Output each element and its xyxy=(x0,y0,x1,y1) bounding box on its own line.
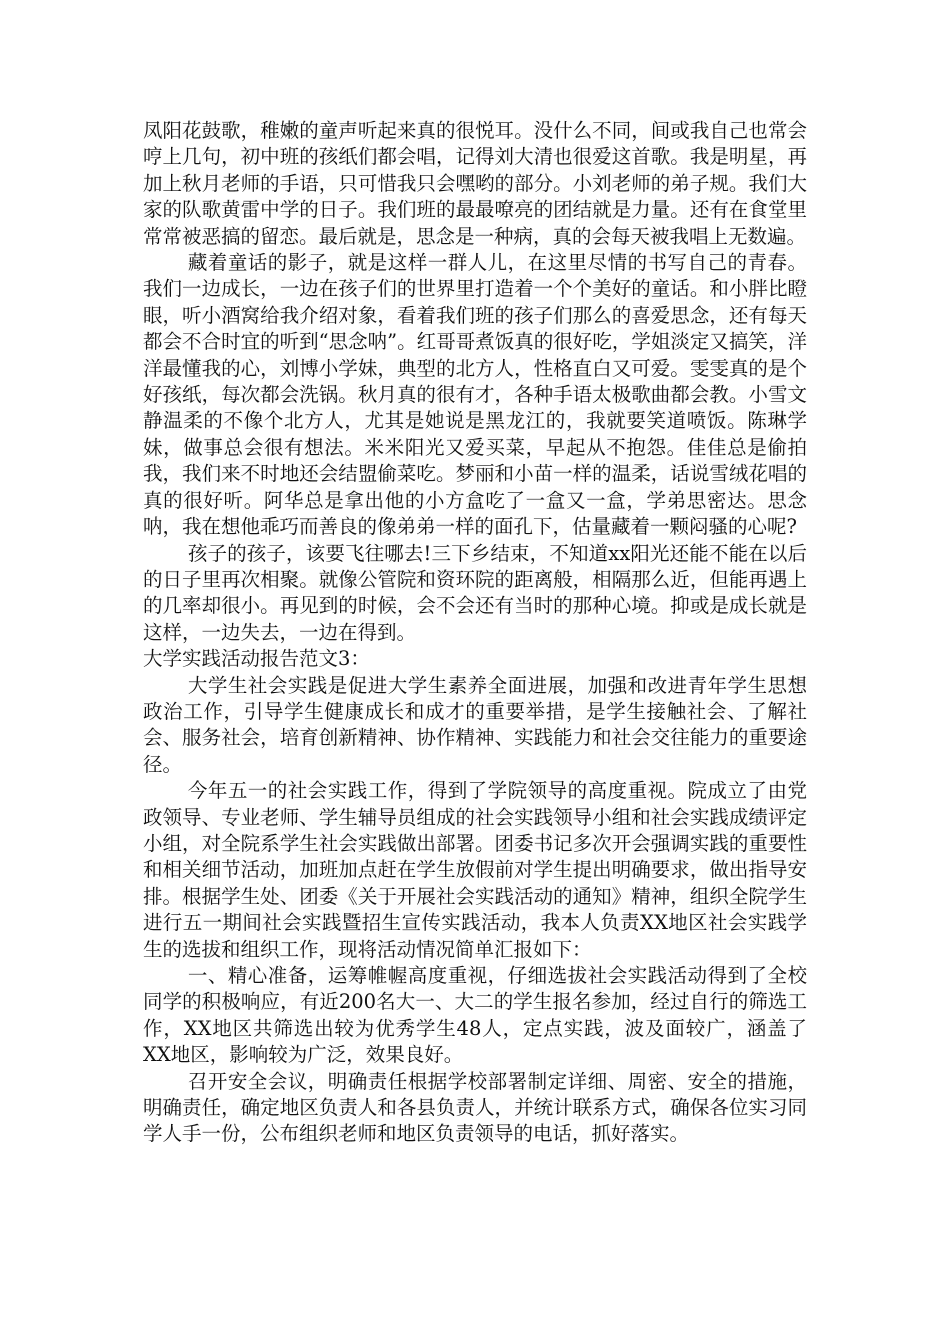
paragraph: 召开安全会议，明确责任根据学校部署制定详细、周密、安全的措施，明确责任，确定地区负责人和各县负责人，并统计联系方式，确保各位实习同学人手一份，公布组织老师和地区负责领导的电话，抓好落实。 xyxy=(143,1069,807,1146)
paragraph: 大学生社会实践是促进大学生素养全面进展，加强和改进青年学生思想政治工作，引导学生健康成长和成才的重要举措，是学生接触社会、了解社会、服务社会，培育创新精神、协作精神、实践能力和社会交往能力的重要途径。 xyxy=(143,673,807,776)
paragraph: 藏着童话的影子，就是这样一群人儿，在这里尽情的书写自己的青春。我们一边成长，一边在孩子们的世界里打造着一个个美好的童话。和小胖比瞪眼，听小酒窝给我介绍对象，看着我们班的孩子们那么的喜爱思念，还有每天都会不合时宜的听到“思念呐”。红哥哥煮饭真的很好吃，学姐淡定又搞笑，洋洋最懂我的心，刘博小学妹，典型的北方人，性格直白又可爱。雯雯真的是个好孩纸，每次都会洗锅。秋月真的很有才，各种手语太极歌曲都会教。小雪文静温柔的不像个北方人，尤其是她说是黑龙江的，我就要笑道喷饭。陈琳学妹，做事总会很有想法。米米阳光又爱买菜，早起从不抱怨。佳佳总是偷拍我，我们来不时地还会结盟偷菜吃。梦丽和小苗一样的温柔，话说雪绒花唱的真的很好听。阿华总是拿出他的小方盒吃了一盒又一盒，学弟思密达。思念呐，我在想他乖巧而善良的像弟弟一样的面孔下，估量藏着一颗闷骚的心呢? xyxy=(143,251,807,539)
document-body xyxy=(143,118,807,1148)
paragraph: 一、精心准备，运筹帷幄高度重视，仔细选拔社会实践活动得到了全校同学的积极响应，有近200名大一、大二的学生报名参加，经过自行的筛选工作，XX地区共筛选出较为优秀学生48人，定点实践，波及面较广，涵盖了XX地区，影响较为广泛，效果良好。 xyxy=(143,964,807,1067)
paragraph: 孩子的孩子，该要飞往哪去!三下乡结束，不知道xx阳光还能不能在以后的日子里再次相聚。就像公管院和资环院的距离般，相隔那么近，但能再遇上的几率却很小。再见到的时候，会不会还有当时的那种心境。抑或是成长就是这样，一边失去，一边在得到。 xyxy=(143,541,807,644)
paragraph: 今年五一的社会实践工作，得到了学院领导的高度重视。院成立了由党政领导、专业老师、学生辅导员组成的社会实践领导小组和社会实践成绩评定小组，对全院系学生社会实践做出部署。团委书记多次开会强调实践的重要性和相关细节活动，加班加点赶在学生放假前对学生提出明确要求，做出指导安排。根据学生处、团委《关于开展社会实践活动的通知》精神，组织全院学生进行五一期间社会实践暨招生宣传实践活动，我本人负责XX地区社会实践学生的选拔和组织工作，现将活动情况简单汇报如下： xyxy=(143,779,807,961)
section-heading: 大学实践活动报告范文3： xyxy=(143,647,370,671)
paragraph: 凤阳花鼓歌，稚嫩的童声听起来真的很悦耳。没什么不同，间或我自己也常会哼上几句，初中班的孩纸们都会唱，记得刘大清也很爱这首歌。我是明星，再加上秋月老师的手语，只可惜我只会嘿哟的部分。小刘老师的弟子规。我们大家的队歌黄雷中学的日子。我们班的最最嘹亮的团结就是力量。还有在食堂里常常被恶搞的留恋。最后就是，思念是一种病，真的会每天被我唱上无数遍。 xyxy=(143,119,807,248)
